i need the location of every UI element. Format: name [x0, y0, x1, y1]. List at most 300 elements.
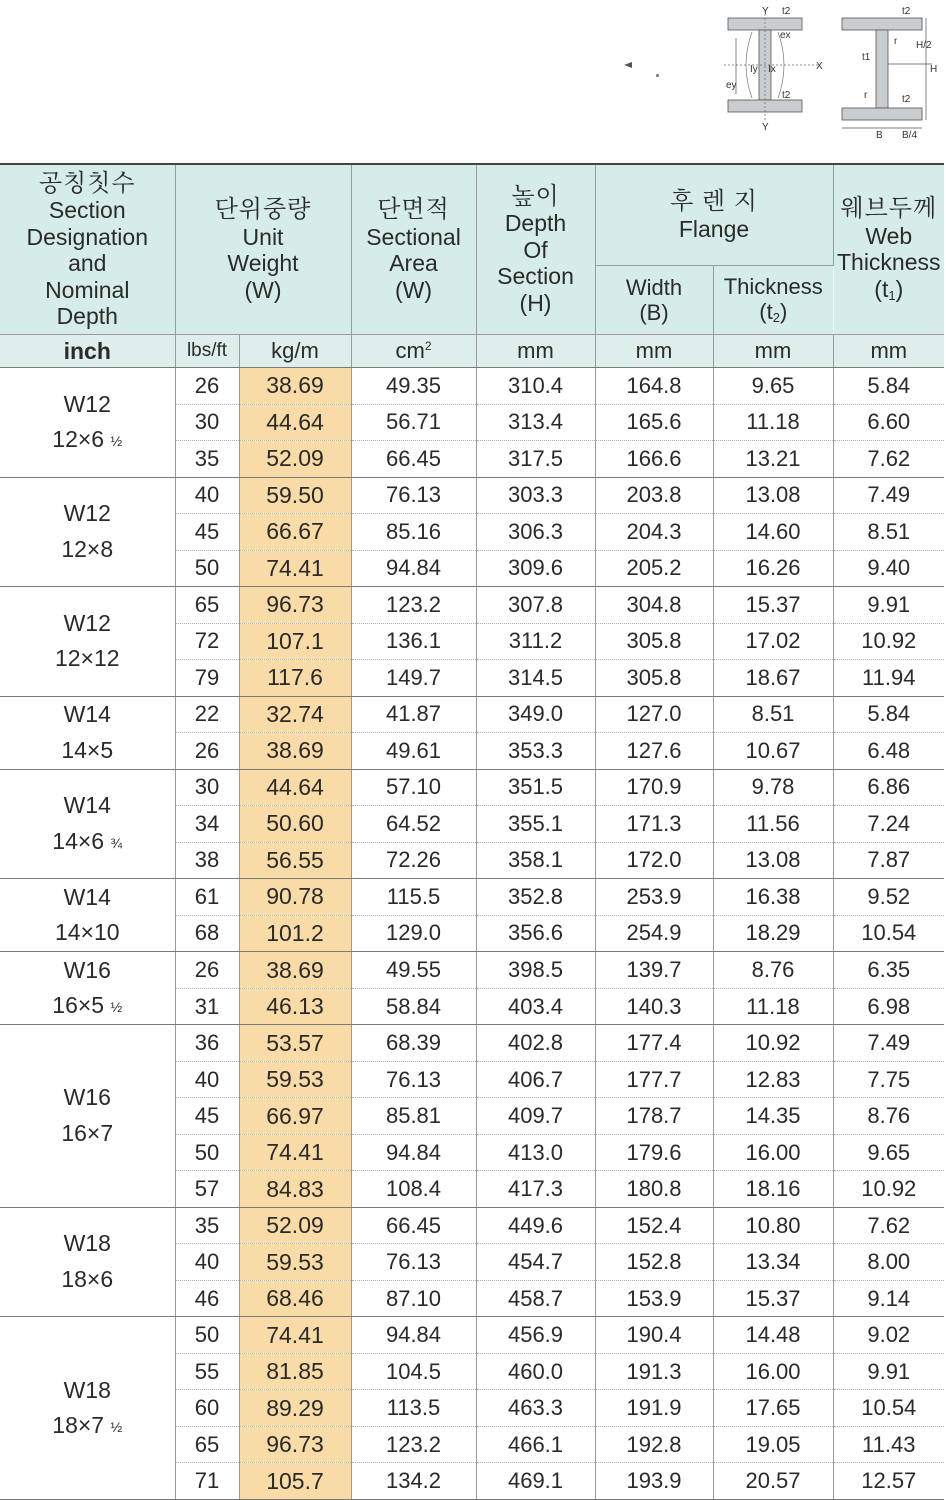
- kg-cell: 68.46: [239, 1280, 351, 1317]
- fig2-label: t1: [862, 52, 871, 63]
- header-flange-thickness: [713, 266, 833, 335]
- web-cell: 7.49: [833, 1025, 944, 1062]
- designation-cell: [0, 1317, 175, 1500]
- kg-cell: 44.64: [239, 769, 351, 806]
- designation-name: W18: [63, 1230, 111, 1257]
- thickness-cell: 13.21: [713, 441, 833, 478]
- kg-cell: 38.69: [239, 952, 351, 989]
- kg-cell: 90.78: [239, 879, 351, 916]
- fig2-label: t2: [902, 6, 911, 17]
- web-cell: 9.02: [833, 1317, 944, 1354]
- width-cell: 254.9: [595, 915, 713, 952]
- table-row: [0, 696, 944, 733]
- kg-cell: 44.64: [239, 404, 351, 441]
- header-unit-weight-kor: 단위중량: [214, 196, 312, 224]
- thickness-cell: 11.18: [713, 988, 833, 1025]
- thickness-cell: 13.34: [713, 1244, 833, 1281]
- width-cell: 165.6: [595, 404, 713, 441]
- lbs-cell: 30: [175, 769, 239, 806]
- kg-cell: 101.2: [239, 915, 351, 952]
- header-area-line: Sectional: [366, 223, 461, 250]
- depth-cell: 358.1: [476, 842, 595, 879]
- lbs-cell: 35: [175, 1207, 239, 1244]
- kg-cell: 105.7: [239, 1463, 351, 1500]
- lbs-cell: 22: [175, 696, 239, 733]
- unit-lbs: lbs/ft: [175, 335, 239, 368]
- kg-cell: 59.50: [239, 477, 351, 514]
- depth-cell: 303.3: [476, 477, 595, 514]
- kg-cell: 84.83: [239, 1171, 351, 1208]
- depth-cell: 403.4: [476, 988, 595, 1025]
- depth-cell: 351.5: [476, 769, 595, 806]
- depth-cell: 466.1: [476, 1426, 595, 1463]
- web-cell: 7.75: [833, 1061, 944, 1098]
- table-body: [0, 368, 944, 1500]
- header-web-line: Web: [865, 222, 913, 249]
- area-cell: 136.1: [351, 623, 476, 660]
- designation-name: W18: [63, 1376, 111, 1403]
- header-unit-weight-line: Weight: [227, 250, 299, 277]
- thickness-cell: 9.78: [713, 769, 833, 806]
- web-cell: 12.57: [833, 1463, 944, 1500]
- lbs-cell: 35: [175, 441, 239, 478]
- width-cell: 253.9: [595, 879, 713, 916]
- header-depth-line: Of: [523, 236, 548, 263]
- web-cell: 5.84: [833, 368, 944, 405]
- area-cell: 57.10: [351, 769, 476, 806]
- width-cell: 305.8: [595, 623, 713, 660]
- lbs-cell: 60: [175, 1390, 239, 1427]
- area-cell: 108.4: [351, 1171, 476, 1208]
- designation-cell: [0, 477, 175, 587]
- thickness-cell: 8.51: [713, 696, 833, 733]
- area-cell: 129.0: [351, 915, 476, 952]
- designation-size: 12×6 ½: [52, 426, 123, 453]
- thickness-cell: 16.38: [713, 879, 833, 916]
- unit-depth: mm: [476, 335, 595, 368]
- kg-cell: 74.41: [239, 1134, 351, 1171]
- width-cell: 180.8: [595, 1171, 713, 1208]
- designation-cell: [0, 1207, 175, 1317]
- web-cell: 7.87: [833, 842, 944, 879]
- thickness-cell: 8.76: [713, 952, 833, 989]
- lbs-cell: 26: [175, 368, 239, 405]
- unit-inch: inch: [0, 335, 175, 368]
- kg-cell: 46.13: [239, 988, 351, 1025]
- designation-size: 16×5 ½: [52, 992, 123, 1019]
- area-cell: 64.52: [351, 806, 476, 843]
- depth-cell: 311.2: [476, 623, 595, 660]
- thickness-cell: 12.83: [713, 1061, 833, 1098]
- table-row: [0, 1317, 944, 1354]
- header-depth-line: Section: [497, 263, 574, 290]
- width-cell: 192.8: [595, 1426, 713, 1463]
- depth-cell: 413.0: [476, 1134, 595, 1171]
- fig2-label: r: [894, 36, 898, 47]
- header-section-line: Section: [48, 197, 126, 224]
- area-cell: 41.87: [351, 696, 476, 733]
- designation-cell: [0, 368, 175, 478]
- fig1-label: t2: [782, 90, 791, 101]
- lbs-cell: 40: [175, 477, 239, 514]
- depth-cell: 406.7: [476, 1061, 595, 1098]
- kg-cell: 52.09: [239, 441, 351, 478]
- fig2-label: H/2: [916, 40, 932, 51]
- table-row: [0, 952, 944, 989]
- header-width-label: Width: [625, 274, 683, 300]
- designation-name: W16: [63, 1084, 111, 1111]
- kg-cell: 59.53: [239, 1061, 351, 1098]
- designation-cell: [0, 879, 175, 952]
- header-flange-kor: 후 렌 지: [670, 187, 758, 215]
- depth-cell: 313.4: [476, 404, 595, 441]
- depth-cell: 460.0: [476, 1353, 595, 1390]
- header-depth: [476, 164, 595, 335]
- fig1-label: X: [816, 61, 823, 72]
- area-cell: 87.10: [351, 1280, 476, 1317]
- width-cell: 152.4: [595, 1207, 713, 1244]
- depth-cell: 398.5: [476, 952, 595, 989]
- web-cell: 6.48: [833, 733, 944, 770]
- depth-cell: 469.1: [476, 1463, 595, 1500]
- thickness-cell: 16.26: [713, 550, 833, 587]
- designation-cell: [0, 769, 175, 879]
- designation-name: W12: [63, 500, 111, 527]
- designation-cell: [0, 696, 175, 769]
- table-row: [0, 587, 944, 624]
- thickness-cell: 18.16: [713, 1171, 833, 1208]
- area-cell: 72.26: [351, 842, 476, 879]
- thickness-cell: 13.08: [713, 842, 833, 879]
- header-section-line: Nominal: [45, 276, 130, 303]
- thickness-cell: 20.57: [713, 1463, 833, 1500]
- designation-name: W14: [63, 701, 111, 728]
- lbs-cell: 79: [175, 660, 239, 697]
- web-cell: 8.00: [833, 1244, 944, 1281]
- width-cell: 178.7: [595, 1098, 713, 1135]
- width-cell: 193.9: [595, 1463, 713, 1500]
- area-cell: 66.45: [351, 1207, 476, 1244]
- width-cell: 204.3: [595, 514, 713, 551]
- designation-size: 16×7: [61, 1120, 114, 1147]
- web-cell: 6.35: [833, 952, 944, 989]
- designation-name: W12: [63, 390, 111, 417]
- fig1-label: Iy: [750, 64, 758, 75]
- fig1-label: Ix: [768, 64, 776, 75]
- web-cell: 10.92: [833, 1171, 944, 1208]
- width-cell: 171.3: [595, 806, 713, 843]
- header-section-line: and: [68, 250, 107, 277]
- web-cell: 8.51: [833, 514, 944, 551]
- area-cell: 85.81: [351, 1098, 476, 1135]
- thickness-cell: 10.80: [713, 1207, 833, 1244]
- header-depth-kor: 높이: [511, 182, 560, 210]
- web-cell: 9.91: [833, 587, 944, 624]
- depth-cell: 409.7: [476, 1098, 595, 1135]
- area-cell: 66.45: [351, 441, 476, 478]
- fig2-label: B/4: [902, 130, 918, 141]
- header-flange: [595, 164, 833, 266]
- fig2-label: t2: [902, 94, 911, 105]
- web-cell: 9.40: [833, 550, 944, 587]
- area-cell: 58.84: [351, 988, 476, 1025]
- kg-cell: 52.09: [239, 1207, 351, 1244]
- depth-cell: 417.3: [476, 1171, 595, 1208]
- unit-kg: kg/m: [239, 335, 351, 368]
- arrow-marker-icon: [624, 62, 632, 68]
- width-cell: 164.8: [595, 368, 713, 405]
- header-flange-label: Flange: [678, 215, 750, 242]
- table-row: [0, 477, 944, 514]
- header-width-symbol: (B): [639, 300, 669, 325]
- lbs-cell: 30: [175, 404, 239, 441]
- area-cell: 85.16: [351, 514, 476, 551]
- kg-cell: 38.69: [239, 368, 351, 405]
- kg-cell: 117.6: [239, 660, 351, 697]
- designation-cell: [0, 587, 175, 697]
- thickness-cell: 15.37: [713, 1280, 833, 1317]
- unit-area: $cm^2$: [351, 335, 476, 368]
- header-area-line: Area: [389, 250, 438, 277]
- area-cell: 56.71: [351, 404, 476, 441]
- header-area-line: (W): [394, 276, 433, 303]
- designation-name: W14: [63, 792, 111, 819]
- unit-web: mm: [833, 335, 944, 368]
- header-web-symbol: $(t_1)$: [874, 275, 904, 303]
- designation-size: 14×10: [54, 919, 120, 946]
- header-depth-line: (H): [519, 289, 552, 316]
- thickness-cell: 15.37: [713, 587, 833, 624]
- header-depth-line: Depth: [504, 210, 567, 237]
- fig2-label: r: [864, 90, 868, 101]
- area-cell: 76.13: [351, 477, 476, 514]
- width-cell: 205.2: [595, 550, 713, 587]
- lbs-cell: 45: [175, 514, 239, 551]
- lbs-cell: 26: [175, 733, 239, 770]
- thickness-cell: 11.18: [713, 404, 833, 441]
- width-cell: 153.9: [595, 1280, 713, 1317]
- thickness-cell: 17.02: [713, 623, 833, 660]
- header-unit-weight: [175, 164, 351, 335]
- lbs-cell: 71: [175, 1463, 239, 1500]
- width-cell: 203.8: [595, 477, 713, 514]
- designation-name: W16: [63, 956, 111, 983]
- width-cell: 191.3: [595, 1353, 713, 1390]
- header-section: [0, 164, 175, 335]
- fig1-label: ey: [726, 80, 737, 91]
- area-cell: 49.61: [351, 733, 476, 770]
- thickness-cell: 16.00: [713, 1353, 833, 1390]
- depth-cell: 349.0: [476, 696, 595, 733]
- lbs-cell: 38: [175, 842, 239, 879]
- designation-size: 12×12: [54, 645, 120, 672]
- thickness-cell: 19.05: [713, 1426, 833, 1463]
- unit-width: mm: [595, 335, 713, 368]
- area-cell: 149.7: [351, 660, 476, 697]
- lbs-cell: 57: [175, 1171, 239, 1208]
- area-cell: 94.84: [351, 1317, 476, 1354]
- web-cell: 9.14: [833, 1280, 944, 1317]
- web-cell: 10.92: [833, 623, 944, 660]
- depth-cell: 463.3: [476, 1390, 595, 1427]
- thickness-cell: 18.29: [713, 915, 833, 952]
- thickness-cell: 9.65: [713, 368, 833, 405]
- web-cell: 5.84: [833, 696, 944, 733]
- designation-cell: [0, 1025, 175, 1208]
- kg-cell: 74.41: [239, 550, 351, 587]
- depth-cell: 307.8: [476, 587, 595, 624]
- depth-cell: 352.8: [476, 879, 595, 916]
- depth-cell: 310.4: [476, 368, 595, 405]
- header-area-kor: 단면적: [377, 196, 450, 224]
- depth-cell: 355.1: [476, 806, 595, 843]
- kg-cell: 59.53: [239, 1244, 351, 1281]
- header-section-line: Depth: [56, 302, 118, 329]
- thickness-cell: 17.65: [713, 1390, 833, 1427]
- fig1-label: Y: [762, 122, 769, 133]
- lbs-cell: 40: [175, 1244, 239, 1281]
- designation-size: 12×8: [61, 535, 114, 562]
- width-cell: 139.7: [595, 952, 713, 989]
- axis-diagram: [722, 2, 834, 134]
- header-web: [833, 164, 944, 335]
- area-cell: 113.5: [351, 1390, 476, 1427]
- header-web-kor: 웨브두께: [840, 195, 938, 223]
- designation-size: 18×7 ½: [52, 1412, 123, 1439]
- depth-cell: 353.3: [476, 733, 595, 770]
- fig2-label: H: [930, 64, 938, 75]
- web-cell: 10.54: [833, 915, 944, 952]
- table-row: [0, 879, 944, 916]
- depth-cell: 314.5: [476, 660, 595, 697]
- depth-cell: 317.5: [476, 441, 595, 478]
- width-cell: 140.3: [595, 988, 713, 1025]
- header-section-kor: 공칭칫수: [38, 169, 136, 197]
- area-cell: 123.2: [351, 1426, 476, 1463]
- web-cell: 7.49: [833, 477, 944, 514]
- lbs-cell: 40: [175, 1061, 239, 1098]
- header-thickness-symbol: $(t_2)$: [759, 299, 788, 326]
- table-row: [0, 1025, 944, 1062]
- kg-cell: 53.57: [239, 1025, 351, 1062]
- web-cell: 10.54: [833, 1390, 944, 1427]
- thickness-cell: 10.67: [713, 733, 833, 770]
- lbs-cell: 50: [175, 1134, 239, 1171]
- web-cell: 8.76: [833, 1098, 944, 1135]
- designation-size: 18×6: [61, 1266, 114, 1293]
- fig1-label: ex: [780, 30, 791, 41]
- web-cell: 11.94: [833, 660, 944, 697]
- fig1-label: Y: [762, 6, 769, 17]
- width-cell: 179.6: [595, 1134, 713, 1171]
- lbs-cell: 46: [175, 1280, 239, 1317]
- width-cell: 191.9: [595, 1390, 713, 1427]
- web-cell: 6.98: [833, 988, 944, 1025]
- kg-cell: 96.73: [239, 1426, 351, 1463]
- designation-name: W14: [63, 883, 111, 910]
- depth-cell: 456.9: [476, 1317, 595, 1354]
- lbs-cell: 55: [175, 1353, 239, 1390]
- area-cell: 134.2: [351, 1463, 476, 1500]
- web-cell: 6.86: [833, 769, 944, 806]
- web-cell: 7.62: [833, 441, 944, 478]
- thickness-cell: 18.67: [713, 660, 833, 697]
- width-cell: 177.4: [595, 1025, 713, 1062]
- width-cell: 304.8: [595, 587, 713, 624]
- lbs-cell: 36: [175, 1025, 239, 1062]
- width-cell: 166.6: [595, 441, 713, 478]
- kg-cell: 107.1: [239, 623, 351, 660]
- designation-size: 14×5: [61, 736, 114, 763]
- area-cell: 104.5: [351, 1353, 476, 1390]
- area-cell: 94.84: [351, 550, 476, 587]
- area-cell: 94.84: [351, 1134, 476, 1171]
- thickness-cell: 11.56: [713, 806, 833, 843]
- area-cell: 49.35: [351, 368, 476, 405]
- kg-cell: 50.60: [239, 806, 351, 843]
- thickness-cell: 14.60: [713, 514, 833, 551]
- width-cell: 152.8: [595, 1244, 713, 1281]
- dimension-diagram: [834, 2, 944, 142]
- section-diagrams: [0, 0, 946, 160]
- lbs-cell: 61: [175, 879, 239, 916]
- section-spec-table: [0, 163, 944, 1500]
- dot-mark: [656, 74, 659, 77]
- kg-cell: 66.67: [239, 514, 351, 551]
- kg-cell: 38.69: [239, 733, 351, 770]
- lbs-cell: 72: [175, 623, 239, 660]
- kg-cell: 89.29: [239, 1390, 351, 1427]
- fig1-label: t2: [782, 6, 791, 17]
- lbs-cell: 34: [175, 806, 239, 843]
- kg-cell: 32.74: [239, 696, 351, 733]
- kg-cell: 74.41: [239, 1317, 351, 1354]
- width-cell: 170.9: [595, 769, 713, 806]
- width-cell: 172.0: [595, 842, 713, 879]
- depth-cell: 454.7: [476, 1244, 595, 1281]
- area-cell: 76.13: [351, 1244, 476, 1281]
- web-cell: 9.65: [833, 1134, 944, 1171]
- thickness-cell: 14.35: [713, 1098, 833, 1135]
- thickness-cell: 10.92: [713, 1025, 833, 1062]
- unit-thickness: mm: [713, 335, 833, 368]
- area-cell: 68.39: [351, 1025, 476, 1062]
- designation-size: 14×6 ¾: [52, 827, 123, 854]
- fig2-label: B: [876, 130, 883, 141]
- thickness-cell: 13.08: [713, 477, 833, 514]
- depth-cell: 458.7: [476, 1280, 595, 1317]
- depth-cell: 309.6: [476, 550, 595, 587]
- area-cell: 123.2: [351, 587, 476, 624]
- depth-cell: 356.6: [476, 915, 595, 952]
- depth-cell: 402.8: [476, 1025, 595, 1062]
- header-thickness-label: Thickness: [723, 273, 823, 299]
- table-row: [0, 368, 944, 405]
- lbs-cell: 50: [175, 550, 239, 587]
- lbs-cell: 65: [175, 1426, 239, 1463]
- depth-cell: 449.6: [476, 1207, 595, 1244]
- table-row: [0, 769, 944, 806]
- table-row: [0, 1207, 944, 1244]
- lbs-cell: 31: [175, 988, 239, 1025]
- lbs-cell: 50: [175, 1317, 239, 1354]
- web-cell: 6.60: [833, 404, 944, 441]
- lbs-cell: 26: [175, 952, 239, 989]
- header-unit-weight-line: Unit: [242, 223, 284, 250]
- width-cell: 127.6: [595, 733, 713, 770]
- designation-cell: [0, 952, 175, 1025]
- depth-cell: 306.3: [476, 514, 595, 551]
